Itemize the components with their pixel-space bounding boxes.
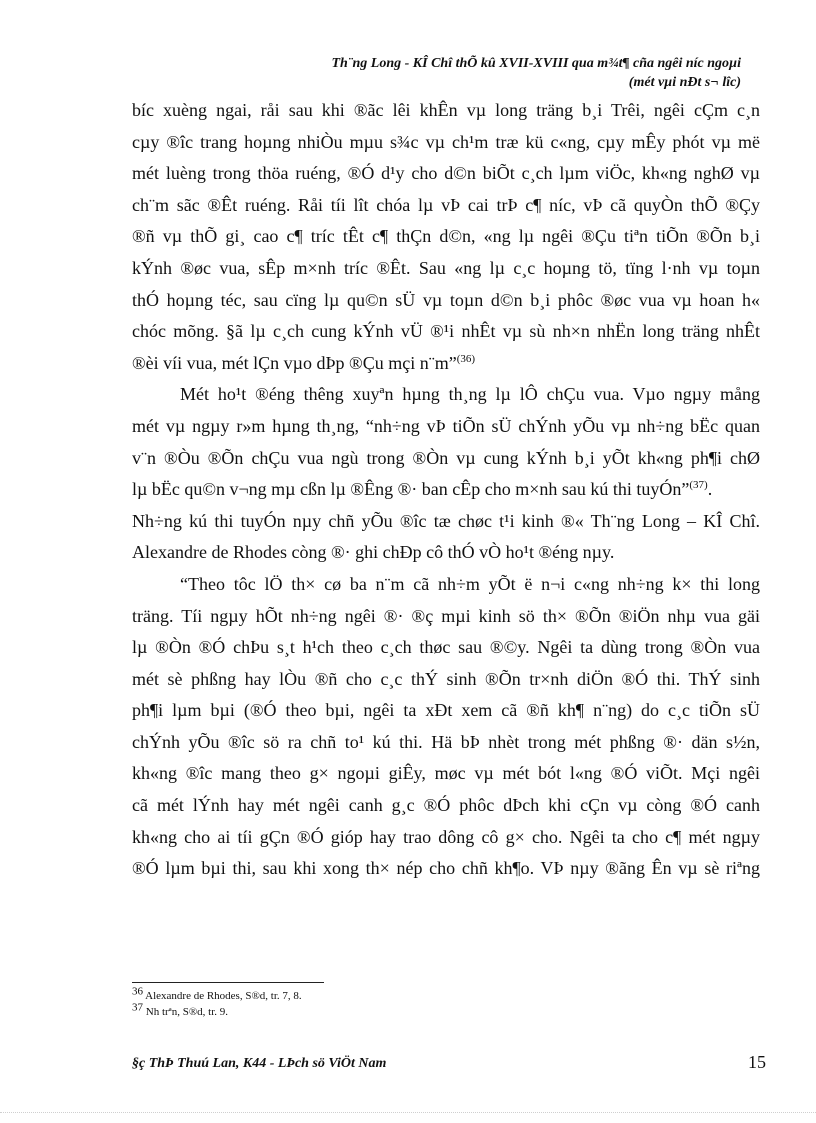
text-line: träng. Tíi ngµy hÕt nh÷ng ngêi ®· ®ç mµi kinh sö th× ®Õn ®iÖn nhµ vua gäi <box>132 605 760 626</box>
text-line: lµ ®Òn ®Ó chÞu s¸t h¹ch theo c¸ch thøc sau ®©y. Ngêi ta dùng trong ®Òn vua <box>132 637 760 658</box>
text-line: kh«ng cho ai tíi gÇn ®Ó gióp hay trao dông cô g× cho. Ngêi ta cho c¶ mét ngµy <box>132 826 760 847</box>
text-line: “Theo tôc lÖ th× cø ba n¨m cã nh÷m yÕt ë n¬i c«ng nh÷ng k× thi long <box>180 573 760 594</box>
text-line: kh«ng ®îc mang theo g× ngoµi giÊy, møc vµ mét bót l«ng ®Ó viÕt. Mçi ngêi <box>132 763 760 784</box>
footnote-ref-37: (37) <box>689 479 708 492</box>
period: . <box>707 479 713 500</box>
text-line: chÝnh yÕu ®îc sö ra chñ to¹ kú thi. Hä bÞ nhèt trong mét phßng ®· dän s½n, <box>132 731 760 752</box>
text-line: mét vµ ngµy r»m hµng th¸ng, “nh÷ng vÞ tiÕn sÜ chÝnh yÕu vµ nh÷ng bËc quan <box>132 415 760 436</box>
footnote-text: Alexandre de Rhodes, S®d, tr. 7, 8. <box>143 990 302 1002</box>
footnote-mark: 36 <box>132 985 143 998</box>
footnote-37 <box>132 1001 229 1018</box>
text-line: mét sè phßng hay lÒu ®ñ cho c¸c thÝ sinh ®Õn tr×nh diÖn ®Ó thi. ThÝ sinh <box>132 668 760 689</box>
footnote-divider <box>132 982 324 983</box>
text-line: mét luèng trong thöa ruéng, ®Ó d¹y cho d©n biÕt c¸ch lµm viÖc, kh«ng nghØ vµ <box>132 163 760 184</box>
text-line <box>132 474 760 506</box>
quote-end: lµ bËc qu©n v¬ng mµ cßn lµ ®Êng ®· ban cÊp cho m×nh sau kú thi tuyÓn” <box>132 479 690 500</box>
page-bottom-dotted-border <box>0 1112 816 1113</box>
footnote-ref-36: (36) <box>456 352 476 365</box>
footnote-36 <box>132 985 302 1002</box>
body-text <box>132 95 760 885</box>
text-line <box>132 348 760 380</box>
text-line: v¨n ®Òu ®Õn chÇu vua ngù trong ®Òn vµ cung kÝnh b¸i yÕt kh«ng ph¶i chØ <box>132 447 760 468</box>
text-line: ph¶i lµm bµi (®Ó theo bµi, ngêi ta xÐt xem cã ®ñ kh¶ n¨ng) do c¸c tiÕn sÜ <box>132 700 760 721</box>
footer-author: §ç ThÞ Thuú Lan, K44 - LÞch sö ViÖt Nam <box>132 1056 387 1071</box>
running-header-title: Th¨ng Long - KÎ Chî thÕ kû XVII-XVIII qua m¾t¶ cña ngêi níc ngoµi <box>331 56 741 71</box>
text-line: ®ñ vµ thÕ gi¸ cao c¶ tríc tÊt c¶ thÇn d©n, «ng lµ ngêi ®Çu tiªn tiÕn ®Õn b¸i <box>132 226 760 247</box>
text-line: Nh÷ng kú thi tuyÓn nµy chñ yÕu ®îc tæ chøc t¹i kinh ®« Th¨ng Long – KÎ Chî. <box>132 510 760 531</box>
text-line: Mét ho¹t ®éng thêng xuyªn hµng th¸ng lµ lÔ chÇu vua. Vµo ngµy mång <box>180 384 760 405</box>
text-line: chóc mõng. §ã lµ c¸ch cung kÝnh vÜ ®¹i nhÊt vµ sù nh×n nhËn long träng nhÊt <box>132 321 760 342</box>
text-line: ch¨m sãc ®Êt ruéng. Råi tíi lît chóa lµ vÞ cai trÞ c¶ níc, vÞ cã quyÒn thÕ ®Çy <box>132 194 760 215</box>
running-header-subtitle: (mét vµi nÐt s¬ lîc) <box>628 75 741 90</box>
footnote-mark: 37 <box>132 1001 143 1014</box>
text-line: ®Ó lµm bµi thi, sau khi xong th× nép cho chñ kh¶o. VÞ nµy ®ãng Ên vµ sè riªng <box>132 858 760 879</box>
text-line: thÓ hoµng téc, sau cïng lµ qu©n sÜ vµ toµn d©n b¸i phôc ®øc vua vµ hoan h« <box>132 289 760 310</box>
text-line: bíc xuèng ngai, råi sau khi ®ãc lêi khÊn vµ long träng b¸i Trêi, ngêi cÇm c¸n <box>132 100 760 120</box>
footnote-text: Nh trªn, S®d, tr. 9. <box>143 1006 229 1018</box>
paragraph-end: ®èi víi vua, mét lÇn vµo dÞp ®Çu mçi n¨m” <box>132 352 457 373</box>
text-line: cµy ®îc trang hoµng nhiÒu mµu s¾c vµ ch¹m træ kü c«ng, cµy mÊy phót vµ më <box>132 131 760 152</box>
text-line: kÝnh ®øc vua, sÊp m×nh tríc ®Êt. Sau «ng lµ c¸c hoµng tö, tïng l·nh vµ toµn <box>132 257 760 278</box>
text-line: Alexandre de Rhodes còng ®· ghi chÐp cô thÓ vÒ ho¹t ®éng nµy. <box>132 542 615 563</box>
page-number: 15 <box>748 1052 766 1072</box>
text-line: cã mét lÝnh hay mét ngêi canh g¸c ®Ó phôc dÞch khi cÇn vµ còng ®Ó canh <box>132 795 760 816</box>
